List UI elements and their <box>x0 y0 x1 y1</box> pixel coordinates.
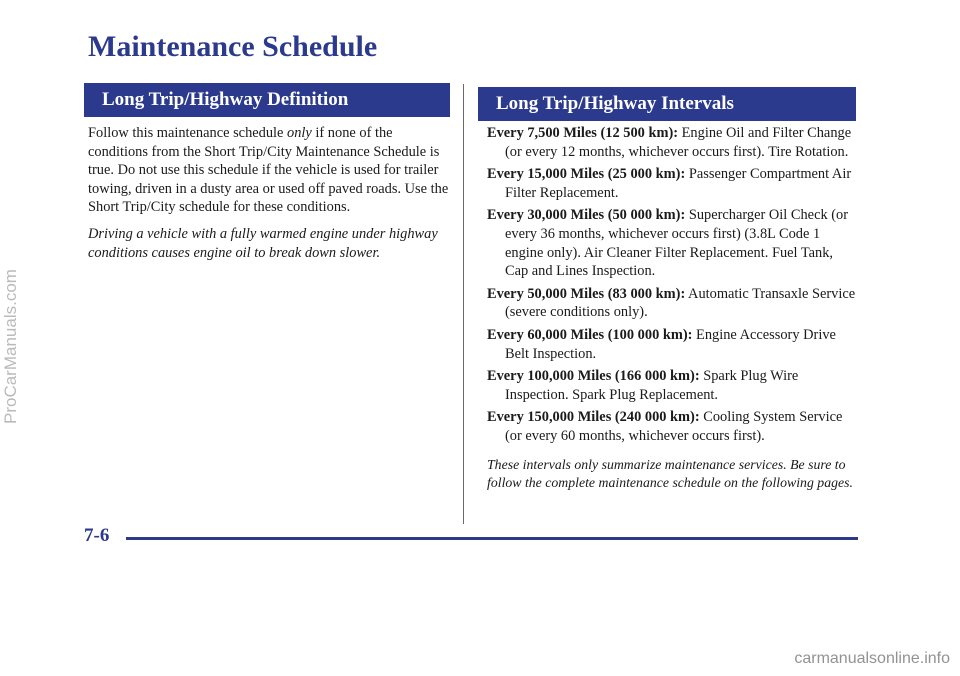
interval-mileage: Every 150,000 Miles (240 000 km): <box>487 409 700 426</box>
definition-paragraph <box>88 124 450 217</box>
interval-item <box>487 408 859 445</box>
interval-services: Cooling System Service (or every 60 months, whichever occurs first). <box>505 409 843 444</box>
page-number: 7-6 <box>84 525 110 546</box>
interval-list <box>487 124 859 446</box>
interval-mileage: Every 100,000 Miles (166 000 km): <box>487 368 700 385</box>
interval-services: Automatic Transaxle Service (severe conditions only). <box>505 285 856 321</box>
interval-item <box>487 165 859 202</box>
interval-item <box>487 285 859 322</box>
definition-emphasis: only <box>287 125 312 141</box>
page-title: Maintenance Schedule <box>88 30 378 63</box>
interval-mileage: Every 30,000 Miles (50 000 km): <box>487 207 686 224</box>
intervals-column <box>487 124 859 505</box>
bottom-watermark: carmanualsonline.info <box>794 650 950 667</box>
footer-rule <box>126 537 858 540</box>
interval-item <box>487 206 859 280</box>
interval-services: Spark Plug Wire Inspection. Spark Plug Replacement. <box>505 368 799 403</box>
intervals-heading: Long Trip/Highway Intervals <box>478 87 856 121</box>
definition-text-end: if none of the conditions from the Short Trip/City Maintenance Schedule is true. Do not use this schedule if the vehicle is used for trailer towing, driven in a dusty area or used off paved roads. Use the Short Trip/City schedule for these conditions. <box>88 125 449 216</box>
definition-note: Driving a vehicle with a fully warmed engine under highway conditions causes engine oil to break down slower. <box>88 225 438 261</box>
column-divider <box>463 84 464 524</box>
interval-services: Supercharger Oil Check (or every 36 months, whichever occurs first) (3.8L Code 1 engine only). Air Cleaner Filter Replacement. Fuel Tank, Cap and Lines Inspection. <box>505 207 849 280</box>
definition-text-start: Follow this maintenance schedule <box>88 125 288 141</box>
interval-services: Passenger Compartment Air Filter Replacement. <box>505 166 852 201</box>
interval-mileage: Every 50,000 Miles (83 000 km): <box>487 285 686 302</box>
interval-mileage: Every 60,000 Miles (100 000 km): <box>487 326 693 343</box>
definition-heading: Long Trip/Highway Definition <box>84 83 450 117</box>
interval-item <box>487 326 859 363</box>
interval-item <box>487 124 859 161</box>
interval-mileage: Every 7,500 Miles (12 500 km): <box>487 125 679 141</box>
vertical-watermark: ProCarManuals.com <box>1 269 20 424</box>
interval-item <box>487 367 859 404</box>
interval-services: Engine Oil and Filter Change (or every 12 months, whichever occurs first). Tire Rotation. <box>505 125 852 160</box>
definition-column <box>88 124 450 270</box>
intervals-note: These intervals only summarize maintenance services. Be sure to follow the complete maintenance schedule on the following pages. <box>487 456 853 490</box>
interval-services: Engine Accessory Drive Belt Inspection. <box>505 326 836 362</box>
interval-mileage: Every 15,000 Miles (25 000 km): <box>487 166 686 183</box>
